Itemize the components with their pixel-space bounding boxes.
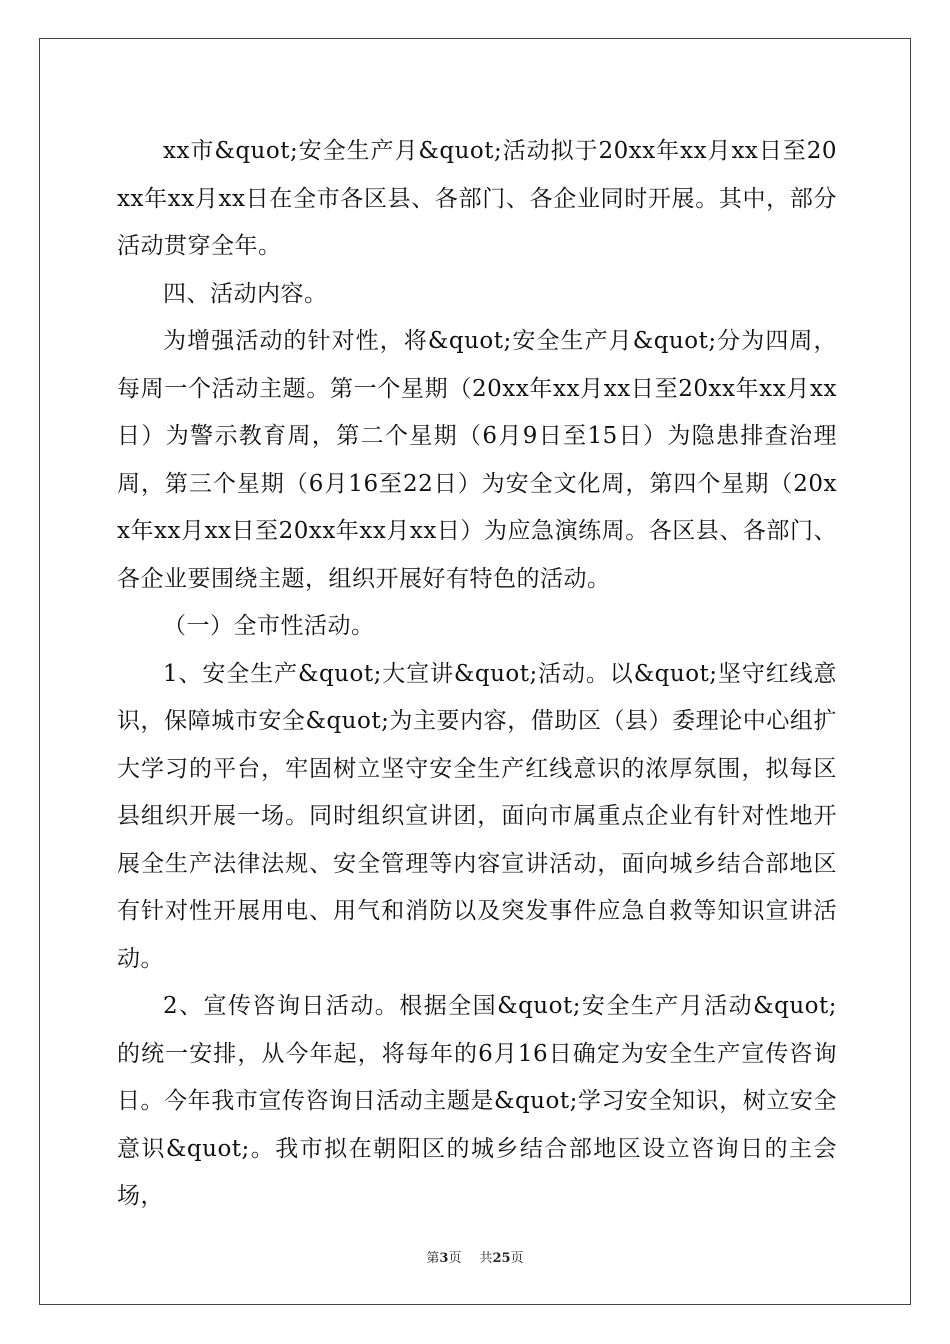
document-body [117, 128, 837, 1221]
page-suffix: 页 [448, 1251, 462, 1266]
section-heading: 四、活动内容。 [163, 280, 328, 307]
page-total: 25 [492, 1251, 511, 1266]
paragraph: 2、宣传咨询日活动。根据全国&quot;安全生产月活动&quot;的统一安排，从今年起，将每年的6月16日确定为安全生产宣传咨询日。今年我市宣传咨询日活动主题是&quot;学习安全知识，树立安全意识&quot;。我市拟在朝阳区的城乡结合部地区设立咨询日的主会场， [117, 993, 837, 1209]
paragraph: 1、安全生产&quot;大宣讲&quot;活动。以&quot;坚守红线意识，保障城市安全&quot;为主要内容，借助区（县）委理论中心组扩大学习的平台，牢固树立坚守安全生产红线意识的浓厚氛围，拟每区县组织开展一场。同时组织宣讲团，面向市属重点企业有针对性地开展全生产法律法规、安全管理等内容宣讲活动，面向城乡结合部地区有针对性开展用电、用气和消防以及突发事件应急自救等知识宣讲活动。 [117, 660, 837, 972]
paragraph: xx市&quot;安全生产月&quot;活动拟于20xx年xx月xx日至20xx年xx月xx日在全市各区县、各部门、各企业同时开展。其中，部分活动贯穿全年。 [117, 138, 837, 259]
page-prefix: 第 [426, 1251, 440, 1266]
total-prefix: 共 [479, 1251, 493, 1266]
page-footer [0, 1247, 950, 1266]
page-current: 3 [439, 1251, 449, 1266]
subsection-heading: （一）全市性活动。 [163, 613, 375, 639]
paragraph: 为增强活动的针对性，将&quot;安全生产月&quot;分为四周，每周一个活动主题。第一个星期（20xx年xx月xx日至20xx年xx月xx日）为警示教育周，第二个星期（6月9日至15日）为隐患排查治理周，第三个星期（6月16至22日）为安全文化周，第四个星期（20xx年xx月xx日至20xx年xx月xx日）为应急演练周。各区县、各部门、各企业要围绕主题，组织开展好有特色的活动。 [117, 328, 837, 592]
total-suffix: 页 [510, 1251, 524, 1266]
